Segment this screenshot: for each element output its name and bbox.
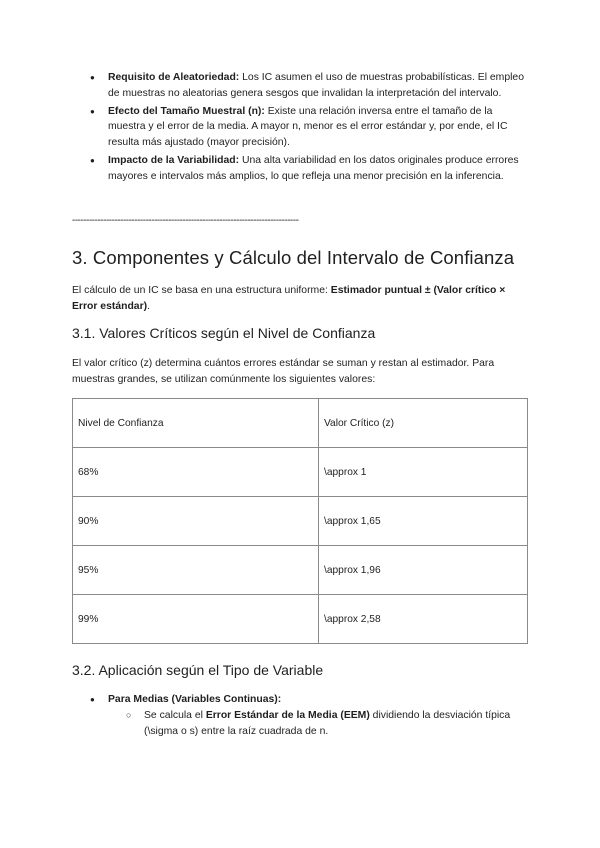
table-header-row [73, 399, 528, 448]
list-item [90, 104, 530, 151]
table-cell: 68% [73, 448, 319, 497]
bullet-bold-label: Efecto del Tamaño Muestral (n): [108, 105, 265, 117]
table-row [73, 546, 528, 595]
sub-list [108, 708, 530, 740]
section-3-2-heading: 3.2. Aplicación según el Tipo de Variable [72, 662, 324, 678]
table-cell: \approx 1,96 [319, 546, 528, 595]
table-header-cell: Nivel de Confianza [73, 399, 319, 448]
table-cell: \approx 2,58 [319, 595, 528, 644]
table-row [73, 448, 528, 497]
table-row [73, 595, 528, 644]
bullet-bold-label: Impacto de la Variabilidad: [108, 154, 240, 166]
table-cell: 99% [73, 595, 319, 644]
separator-line: -------------------------------------------------------------------------------- [72, 215, 299, 226]
list-item [90, 70, 530, 102]
bullet-text: Los IC asumen el uso de muestras probabilísticas. El empleo de muestras no aleatorias genera sesgos que invalidan la interpretación del intervalo. [108, 72, 524, 99]
section-3-1-heading: 3.1. Valores Críticos según el Nivel de Confianza [72, 325, 376, 341]
table-cell: \approx 1 [319, 448, 528, 497]
table-cell: 95% [73, 546, 319, 595]
bullet-list [90, 70, 530, 187]
section-3-1-text: El valor crítico (z) determina cuántos errores estándar se suman y restan al estimador. Para muestras grandes, se utilizan comúnmente los siguientes valores: [72, 358, 495, 385]
bullet-text: Existe una relación inversa entre el tamaño de la muestra y el error de la media. A mayor n, menor es el error estándar y, por ende, el IC resulta más ajustado (mayor precisión). [108, 105, 508, 149]
table-cell: \approx 1,65 [319, 497, 528, 546]
sub-list-item [126, 708, 530, 740]
bullet-text: Una alta variabilidad en los datos originales produce errores mayores e intervalos más amplios, lo que refleja una menor precisión en la inferencia. [108, 154, 519, 182]
list-item [90, 153, 530, 185]
formula-text: Estimador puntual ± (Valor crítico × Error estándar) [72, 285, 506, 312]
sub-bold-text: Error Estándar de la Media (EEM) [205, 709, 370, 721]
table-header-cell: Valor Crítico (z) [319, 399, 528, 448]
bullet-bold-label: Para Medias (Variables Continuas): [108, 694, 282, 705]
critical-values-table [72, 398, 528, 644]
list-item [90, 692, 530, 739]
intro-end: . [147, 300, 150, 312]
intro-text: El cálculo de un IC se basa en una estructura uniforme: [72, 285, 331, 296]
sub-text: dividiendo la desviación típica (\sigma o s) entre la raíz cuadrada de n. [144, 709, 511, 737]
section-3-heading: 3. Componentes y Cálculo del Intervalo de Confianza [72, 247, 515, 268]
table-row [73, 497, 528, 546]
sub-text: Se calcula el [144, 709, 206, 721]
table-cell: 90% [73, 497, 319, 546]
variable-type-list [90, 692, 530, 739]
bullet-bold-label: Requisito de Aleatoriedad: [108, 72, 240, 83]
section-3-intro [72, 283, 532, 315]
